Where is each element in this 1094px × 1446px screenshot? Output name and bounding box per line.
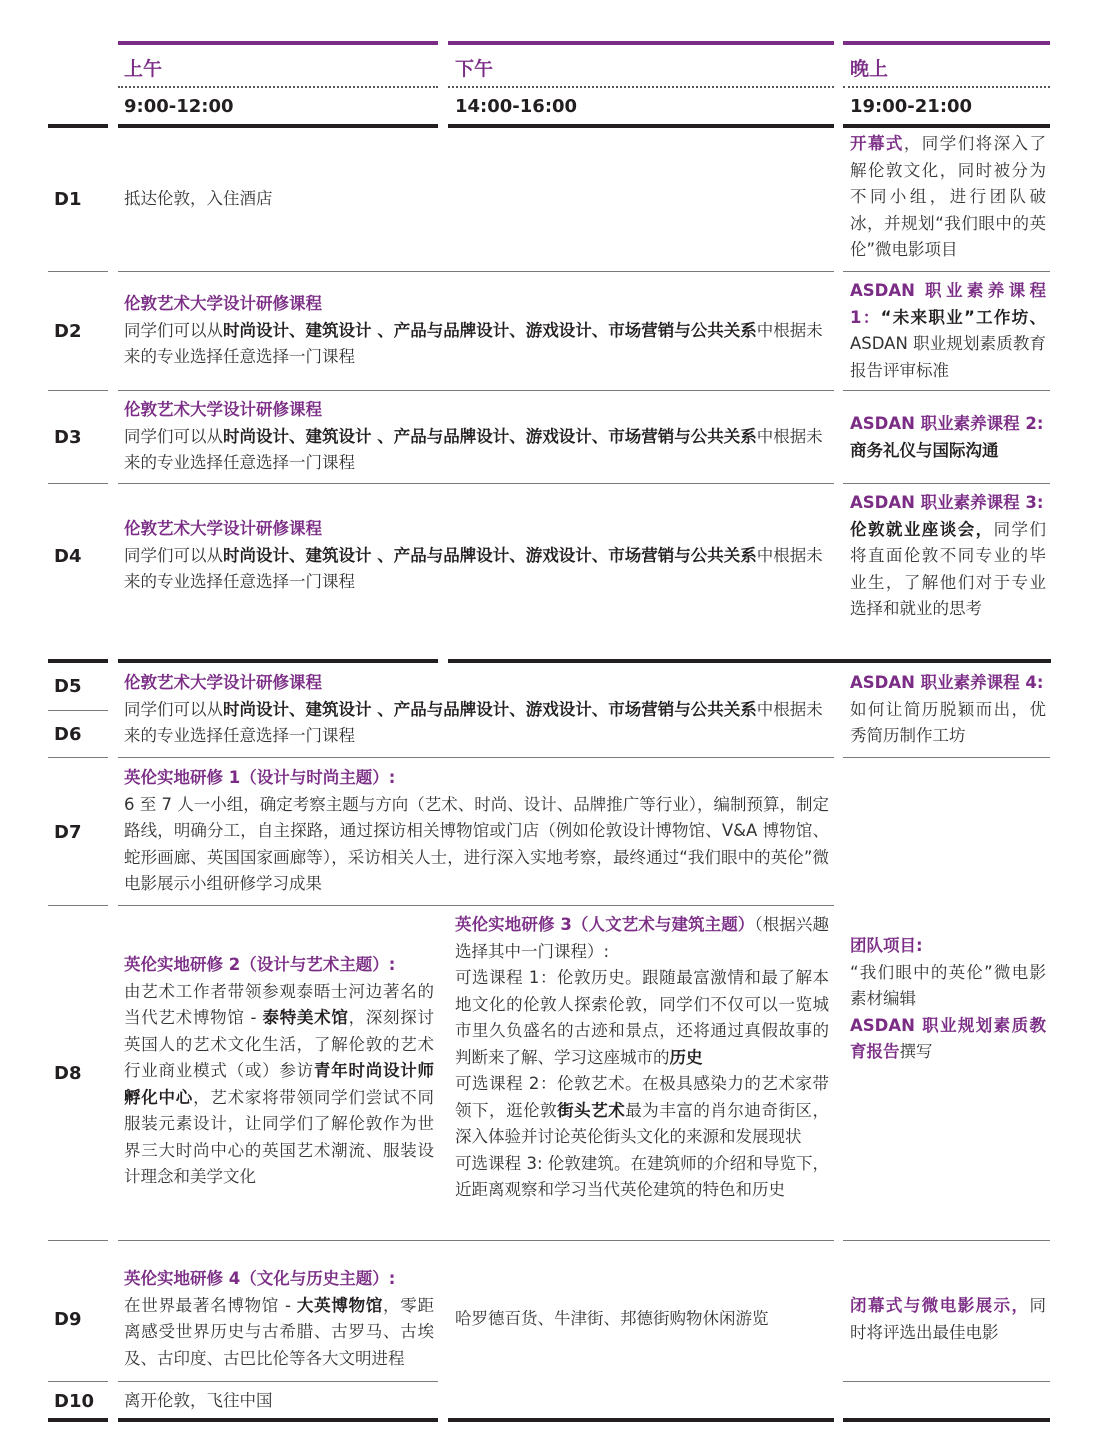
- d8-opt2-bold: 街头艺术: [557, 1100, 626, 1120]
- row-divider: [843, 390, 1050, 391]
- d9-evening-title: 闭幕式与微电影展示，: [850, 1296, 1030, 1315]
- row-divider: [48, 483, 108, 484]
- d9-evening-text: 同时将评选出最佳电影: [850, 1296, 1046, 1342]
- header-divider: [118, 86, 438, 88]
- time-afternoon: 14:00-16:00: [455, 96, 578, 117]
- d3-evening: [850, 411, 1046, 464]
- d2-evening-text: ASDAN 职业规划素质教育报告评审标准: [850, 334, 1046, 380]
- course-post: 中根据未来的专业选择任意选择一门课程: [124, 426, 823, 472]
- d7-course: [124, 765, 829, 898]
- course-title: 伦敦艺术大学设计研修课程: [124, 519, 322, 538]
- row-divider: [48, 1381, 108, 1382]
- d1-evening: [850, 131, 1046, 264]
- day-label: D8: [54, 1063, 82, 1084]
- d2-course: [124, 291, 830, 371]
- d2-evening-bold: “未来职业”工作坊、: [880, 307, 1046, 327]
- d7-title: 英伦实地研修 1（设计与时尚主题）:: [124, 768, 396, 787]
- d1-evening-title: 开幕式: [850, 134, 904, 153]
- d8-option-2: [455, 1071, 829, 1151]
- course-description: [124, 424, 830, 477]
- course-subjects: 时尚设计、建筑设计 、产品与品牌设计、游戏设计、市场营销与公共关系: [223, 426, 757, 446]
- course-post: 中根据未来的专业选择任意选择一门课程: [124, 699, 823, 745]
- header-afternoon: 下午: [455, 58, 494, 80]
- header-bottom-rule: [448, 124, 834, 128]
- table-bottom-rule: [118, 1418, 438, 1422]
- section-rule: [118, 659, 438, 663]
- row-divider: [843, 271, 1050, 272]
- table-bottom-rule: [48, 1418, 108, 1422]
- day-label: D10: [54, 1391, 94, 1412]
- header-bottom-rule: [48, 124, 108, 128]
- d8-evening-title1: 团队项目:: [850, 936, 923, 955]
- d4-evening-text: 同学们将直面伦敦不同专业的毕业生，了解他们对于专业选择和就业的思考: [850, 519, 1047, 618]
- day-label: D2: [54, 321, 82, 342]
- day-label: D6: [54, 724, 82, 745]
- d8-opt2-b: 最为丰富的肖尔迪奇街区，深入体验并讨论英伦街头文化的来源和发展现状: [455, 1100, 830, 1146]
- d4-evening-bold: 伦敦就业座谈会，: [850, 519, 994, 539]
- course-pre: 同学们可以从: [124, 545, 223, 565]
- course-title: 伦敦艺术大学设计研修课程: [124, 400, 322, 419]
- row-divider: [48, 905, 108, 906]
- section-rule: [48, 659, 108, 663]
- row-divider: [843, 483, 1050, 484]
- table-bottom-rule: [448, 1418, 834, 1422]
- d8-morning-text: [124, 979, 434, 1191]
- day-label: D7: [54, 822, 82, 843]
- time-evening: 19:00-21:00: [850, 96, 973, 117]
- course-title: 伦敦艺术大学设计研修课程: [124, 294, 322, 313]
- header-divider: [448, 86, 834, 88]
- time-morning: 9:00-12:00: [124, 96, 234, 117]
- course-pre: 同学们可以从: [124, 699, 223, 719]
- d9-afternoon: 哈罗德百货、牛津街、邦德街购物休闲游览: [455, 1309, 769, 1328]
- course-post: 中根据未来的专业选择任意选择一门课程: [124, 545, 823, 591]
- d8-morning-b1: 泰特美术馆: [262, 1008, 349, 1027]
- course-description: [124, 318, 830, 371]
- row-divider: [48, 271, 108, 272]
- row-divider: [48, 710, 108, 711]
- d8-morning-t2: ，深刻探讨英国人的艺术文化生活，了解伦敦的艺术行业商业模式（或）参访: [124, 1008, 434, 1080]
- d56-evening-title: ASDAN 职业素养课程 4:: [850, 673, 1044, 692]
- row-divider: [843, 1240, 1050, 1241]
- row-divider: [843, 757, 1050, 758]
- header-bottom-rule: [118, 124, 438, 128]
- d4-evening: [850, 490, 1046, 623]
- d3-evening-bold: 商务礼仪与国际沟通: [850, 440, 999, 460]
- d9-morning: [124, 1266, 434, 1372]
- day-label: D4: [54, 546, 82, 567]
- d56-evening: [850, 670, 1046, 750]
- table-bottom-rule: [843, 1418, 1050, 1422]
- row-divider: [118, 1240, 834, 1241]
- d8-evening-text2: 撰写: [899, 1042, 933, 1061]
- row-divider: [118, 757, 834, 758]
- d8-morning-t3: ，艺术家将带领同学们尝试不同服装元素设计，让同学们了解伦敦作为世界三大时尚中心的英国艺术潮流、服装设计理念和美学文化: [124, 1087, 435, 1186]
- d8-opt1-bold: 历史: [669, 1047, 703, 1067]
- d8-evening-title2: ASDAN 职业规划素质教育报告: [850, 1015, 1046, 1061]
- d8-evening: [850, 933, 1046, 1066]
- row-divider: [118, 905, 834, 906]
- d56-evening-text: 如何让简历脱颖而出，优秀简历制作工坊: [850, 699, 1046, 745]
- d8-option-1: [455, 965, 829, 1071]
- row-divider: [118, 1381, 438, 1382]
- course-post: 中根据未来的专业选择任意选择一门课程: [124, 320, 823, 366]
- d9-morning-t2: ，零距离感受世界历史与古希腊、古罗马、古埃及、古印度、古巴比伦等各大文明进程: [124, 1295, 434, 1368]
- d1-evening-text: ，同学们将深入了解伦敦文化，同时被分为不同小组，进行团队破冰，并规划“我们眼中的英伦”微电影项目: [850, 134, 1047, 259]
- d8-morning-t1: 由艺术工作者带领参观泰晤士河边著名的当代艺术博物馆 -: [124, 981, 434, 1027]
- d4-evening-title: ASDAN 职业素养课程 3:: [850, 493, 1044, 512]
- d8-evening-part2: [850, 1013, 1046, 1066]
- course-title: 伦敦艺术大学设计研修课程: [124, 673, 322, 692]
- row-divider: [48, 757, 108, 758]
- day-label: D1: [54, 189, 82, 210]
- d9-morning-b1: 大英博物馆: [296, 1295, 384, 1315]
- d8-opt1-text: 可选课程 1：伦敦历史。跟随最富激情和最了解本地文化的伦敦人探索伦敦，同学们不仅可以一览城市里久负盛名的古迹和景点，还将通过真假故事的判断来了解、学习这座城市的: [455, 968, 829, 1067]
- day-label: D9: [54, 1309, 82, 1330]
- d7-text: 6 至 7 人一小组，确定考察主题与方向（艺术、时尚、设计、品牌推广等行业），编制预算，制定路线，明确分工，自主探路，通过探访相关博物馆或门店（例如伦敦设计博物馆、V&A 博物馆、蛇形画廊、英国国家画廊等），采访相关人士，进行深入实地考察，最终通过“我们眼中的英伦”微电影展示小组研修学习成果: [124, 794, 829, 893]
- header-evening: 晚上: [850, 58, 889, 80]
- day-label: D5: [54, 676, 82, 697]
- course-subjects: 时尚设计、建筑设计 、产品与品牌设计、游戏设计、市场营销与公共关系: [223, 545, 757, 565]
- d56-course: [124, 670, 830, 750]
- d3-course: [124, 397, 830, 477]
- d1-morning: 抵达伦敦，入住酒店: [124, 189, 273, 208]
- course-subjects: 时尚设计、建筑设计 、产品与品牌设计、游戏设计、市场营销与公共关系: [223, 699, 757, 719]
- d8-opt2-a: 可选课程 2：伦敦艺术。在极具感染力的艺术家带领下，逛伦敦: [455, 1074, 829, 1120]
- d2-evening-title: ASDAN 职业素养课程 1：: [850, 281, 1046, 327]
- row-divider: [118, 271, 834, 272]
- row-divider: [118, 483, 834, 484]
- header-bottom-rule: [843, 124, 1050, 128]
- row-divider: [48, 390, 108, 391]
- d9-morning-text: [124, 1293, 434, 1373]
- day-label: D3: [54, 427, 82, 448]
- d2-evening: [850, 278, 1046, 384]
- header-morning: 上午: [124, 58, 163, 80]
- d9-morning-t1: 在世界最著名博物馆 -: [124, 1295, 297, 1315]
- row-divider: [843, 1381, 1050, 1382]
- d8-afternoon-heading: [455, 912, 829, 965]
- d3-evening-title: ASDAN 职业素养课程 2:: [850, 414, 1044, 433]
- row-divider: [48, 1240, 108, 1241]
- d9-evening: [850, 1293, 1046, 1346]
- header-bar-afternoon: [448, 41, 834, 45]
- d8-afternoon: [455, 912, 829, 1204]
- d4-course: [124, 516, 830, 596]
- d8-evening-text1: “我们眼中的英伦”微电影素材编辑: [850, 962, 1046, 1008]
- section-rule: [448, 659, 1051, 663]
- d8-afternoon-title: 英伦实地研修 3（人文艺术与建筑主题）: [455, 915, 755, 934]
- d8-afternoon-intro: （根据兴趣选择其中一门课程）:: [455, 915, 829, 961]
- header-bar-morning: [118, 41, 438, 45]
- course-subjects: 时尚设计、建筑设计 、产品与品牌设计、游戏设计、市场营销与公共关系: [223, 320, 757, 340]
- course-pre: 同学们可以从: [124, 426, 223, 446]
- d8-morning-b2: 青年时尚设计师孵化中心: [124, 1061, 435, 1107]
- course-description: [124, 697, 830, 750]
- course-description: [124, 543, 830, 596]
- d8-morning: [124, 952, 434, 1191]
- header-divider: [843, 86, 1050, 88]
- d8-morning-title: 英伦实地研修 2（设计与艺术主题）:: [124, 955, 396, 974]
- header-bar-evening: [843, 41, 1050, 45]
- course-pre: 同学们可以从: [124, 320, 223, 340]
- d8-option-3: 可选课程 3: 伦敦建筑。在建筑师的介绍和导览下，近距离观察和学习当代英伦建筑的特色和历史: [455, 1153, 829, 1199]
- row-divider: [118, 390, 834, 391]
- d10-morning: 离开伦敦，飞往中国: [124, 1391, 273, 1410]
- d9-morning-title: 英伦实地研修 4（文化与历史主题）:: [124, 1269, 396, 1288]
